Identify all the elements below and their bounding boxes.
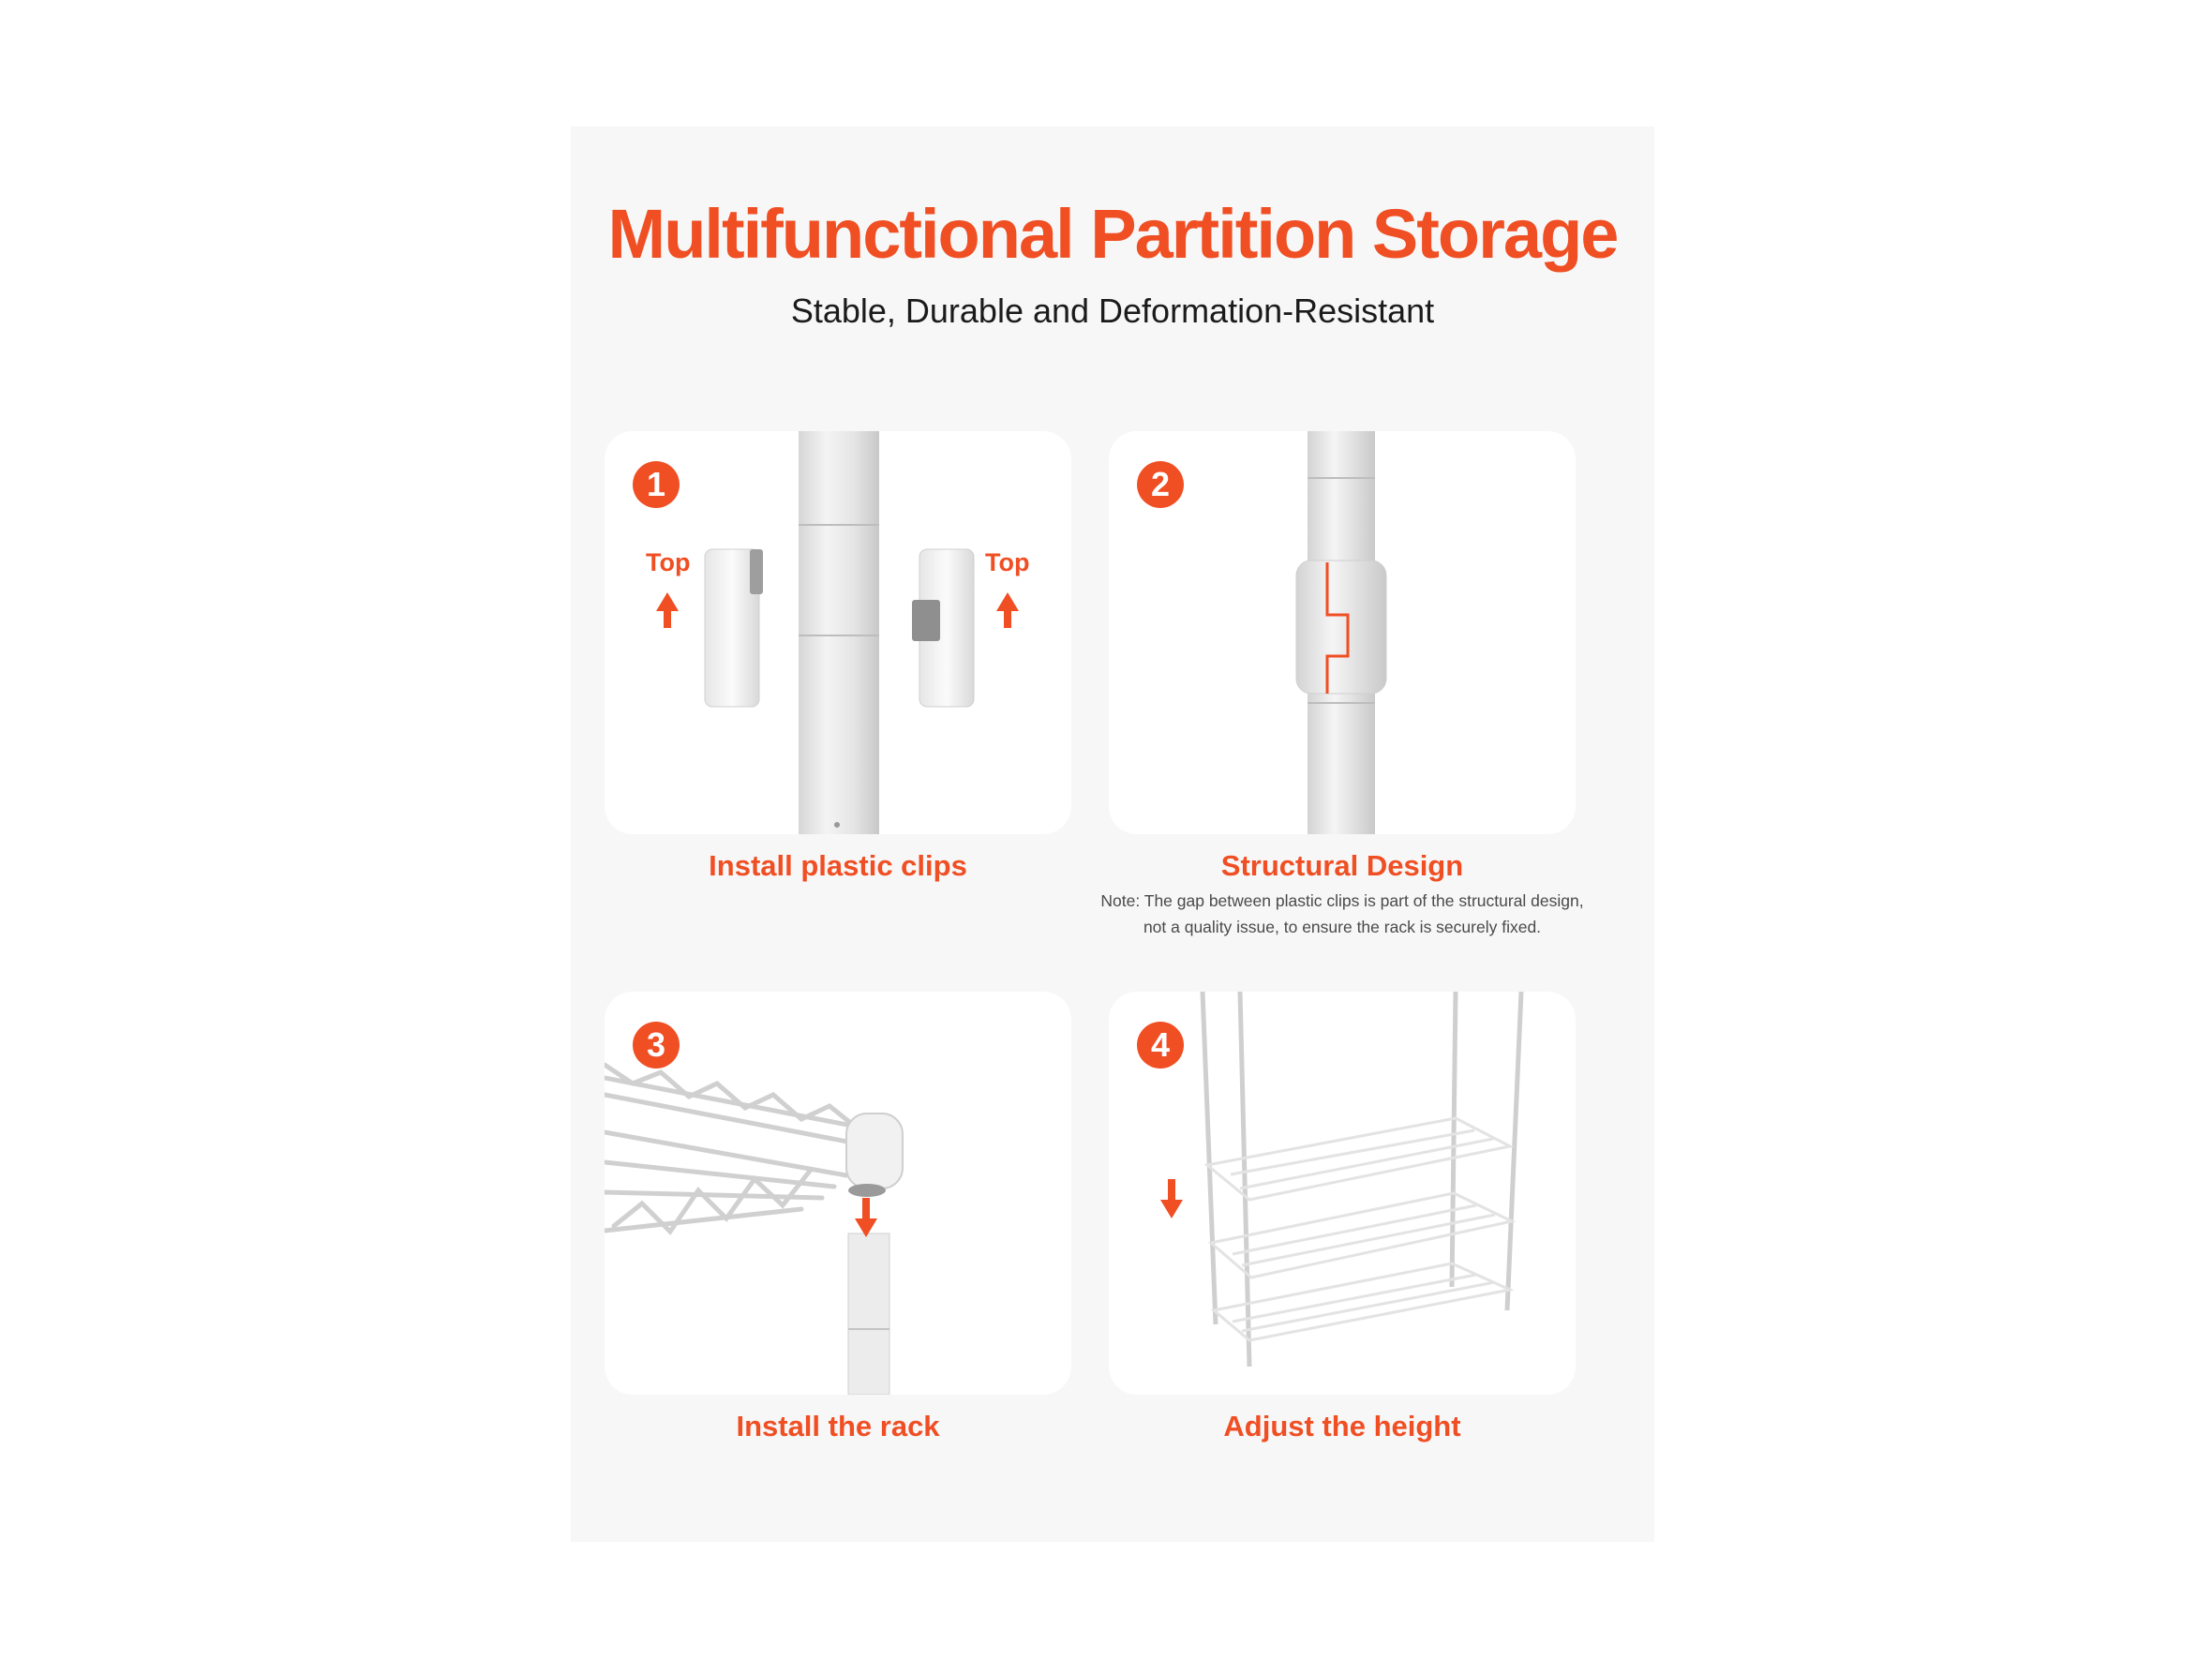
top-label-left: Top: [646, 548, 691, 576]
page-title: Multifunctional Partition Storage: [607, 195, 1618, 273]
up-arrow-icon: [656, 592, 679, 628]
step-number-badge: 3: [633, 1022, 680, 1069]
step-caption: Install the rack: [736, 1410, 940, 1442]
down-arrow-icon: [1160, 1179, 1183, 1218]
note-line-2: not a quality issue, to ensure the rack is securely fixed.: [1143, 918, 1542, 936]
down-arrow-icon: [855, 1198, 877, 1237]
step-card-structural-design: [1109, 431, 1576, 834]
step-caption: Adjust the height: [1223, 1410, 1461, 1442]
step-caption: Structural Design: [1220, 849, 1464, 882]
step-card-install-clips: [605, 431, 1071, 834]
top-label-right: Top: [985, 548, 1030, 576]
step-number-badge: 2: [1137, 461, 1184, 508]
step-card-adjust-height: [1109, 992, 1576, 1395]
step-caption: Install plastic clips: [709, 849, 967, 882]
page-subtitle: Stable, Durable and Deformation-Resistant: [790, 291, 1435, 330]
step-number-badge: 1: [633, 461, 680, 508]
step-number-badge: 4: [1137, 1022, 1184, 1069]
step-card-install-rack: [605, 992, 1071, 1395]
up-arrow-icon: [996, 592, 1019, 628]
note-line-1: Note: The gap between plastic clips is part of the structural design,: [1100, 891, 1584, 910]
infographic-panel: [571, 127, 1654, 1542]
